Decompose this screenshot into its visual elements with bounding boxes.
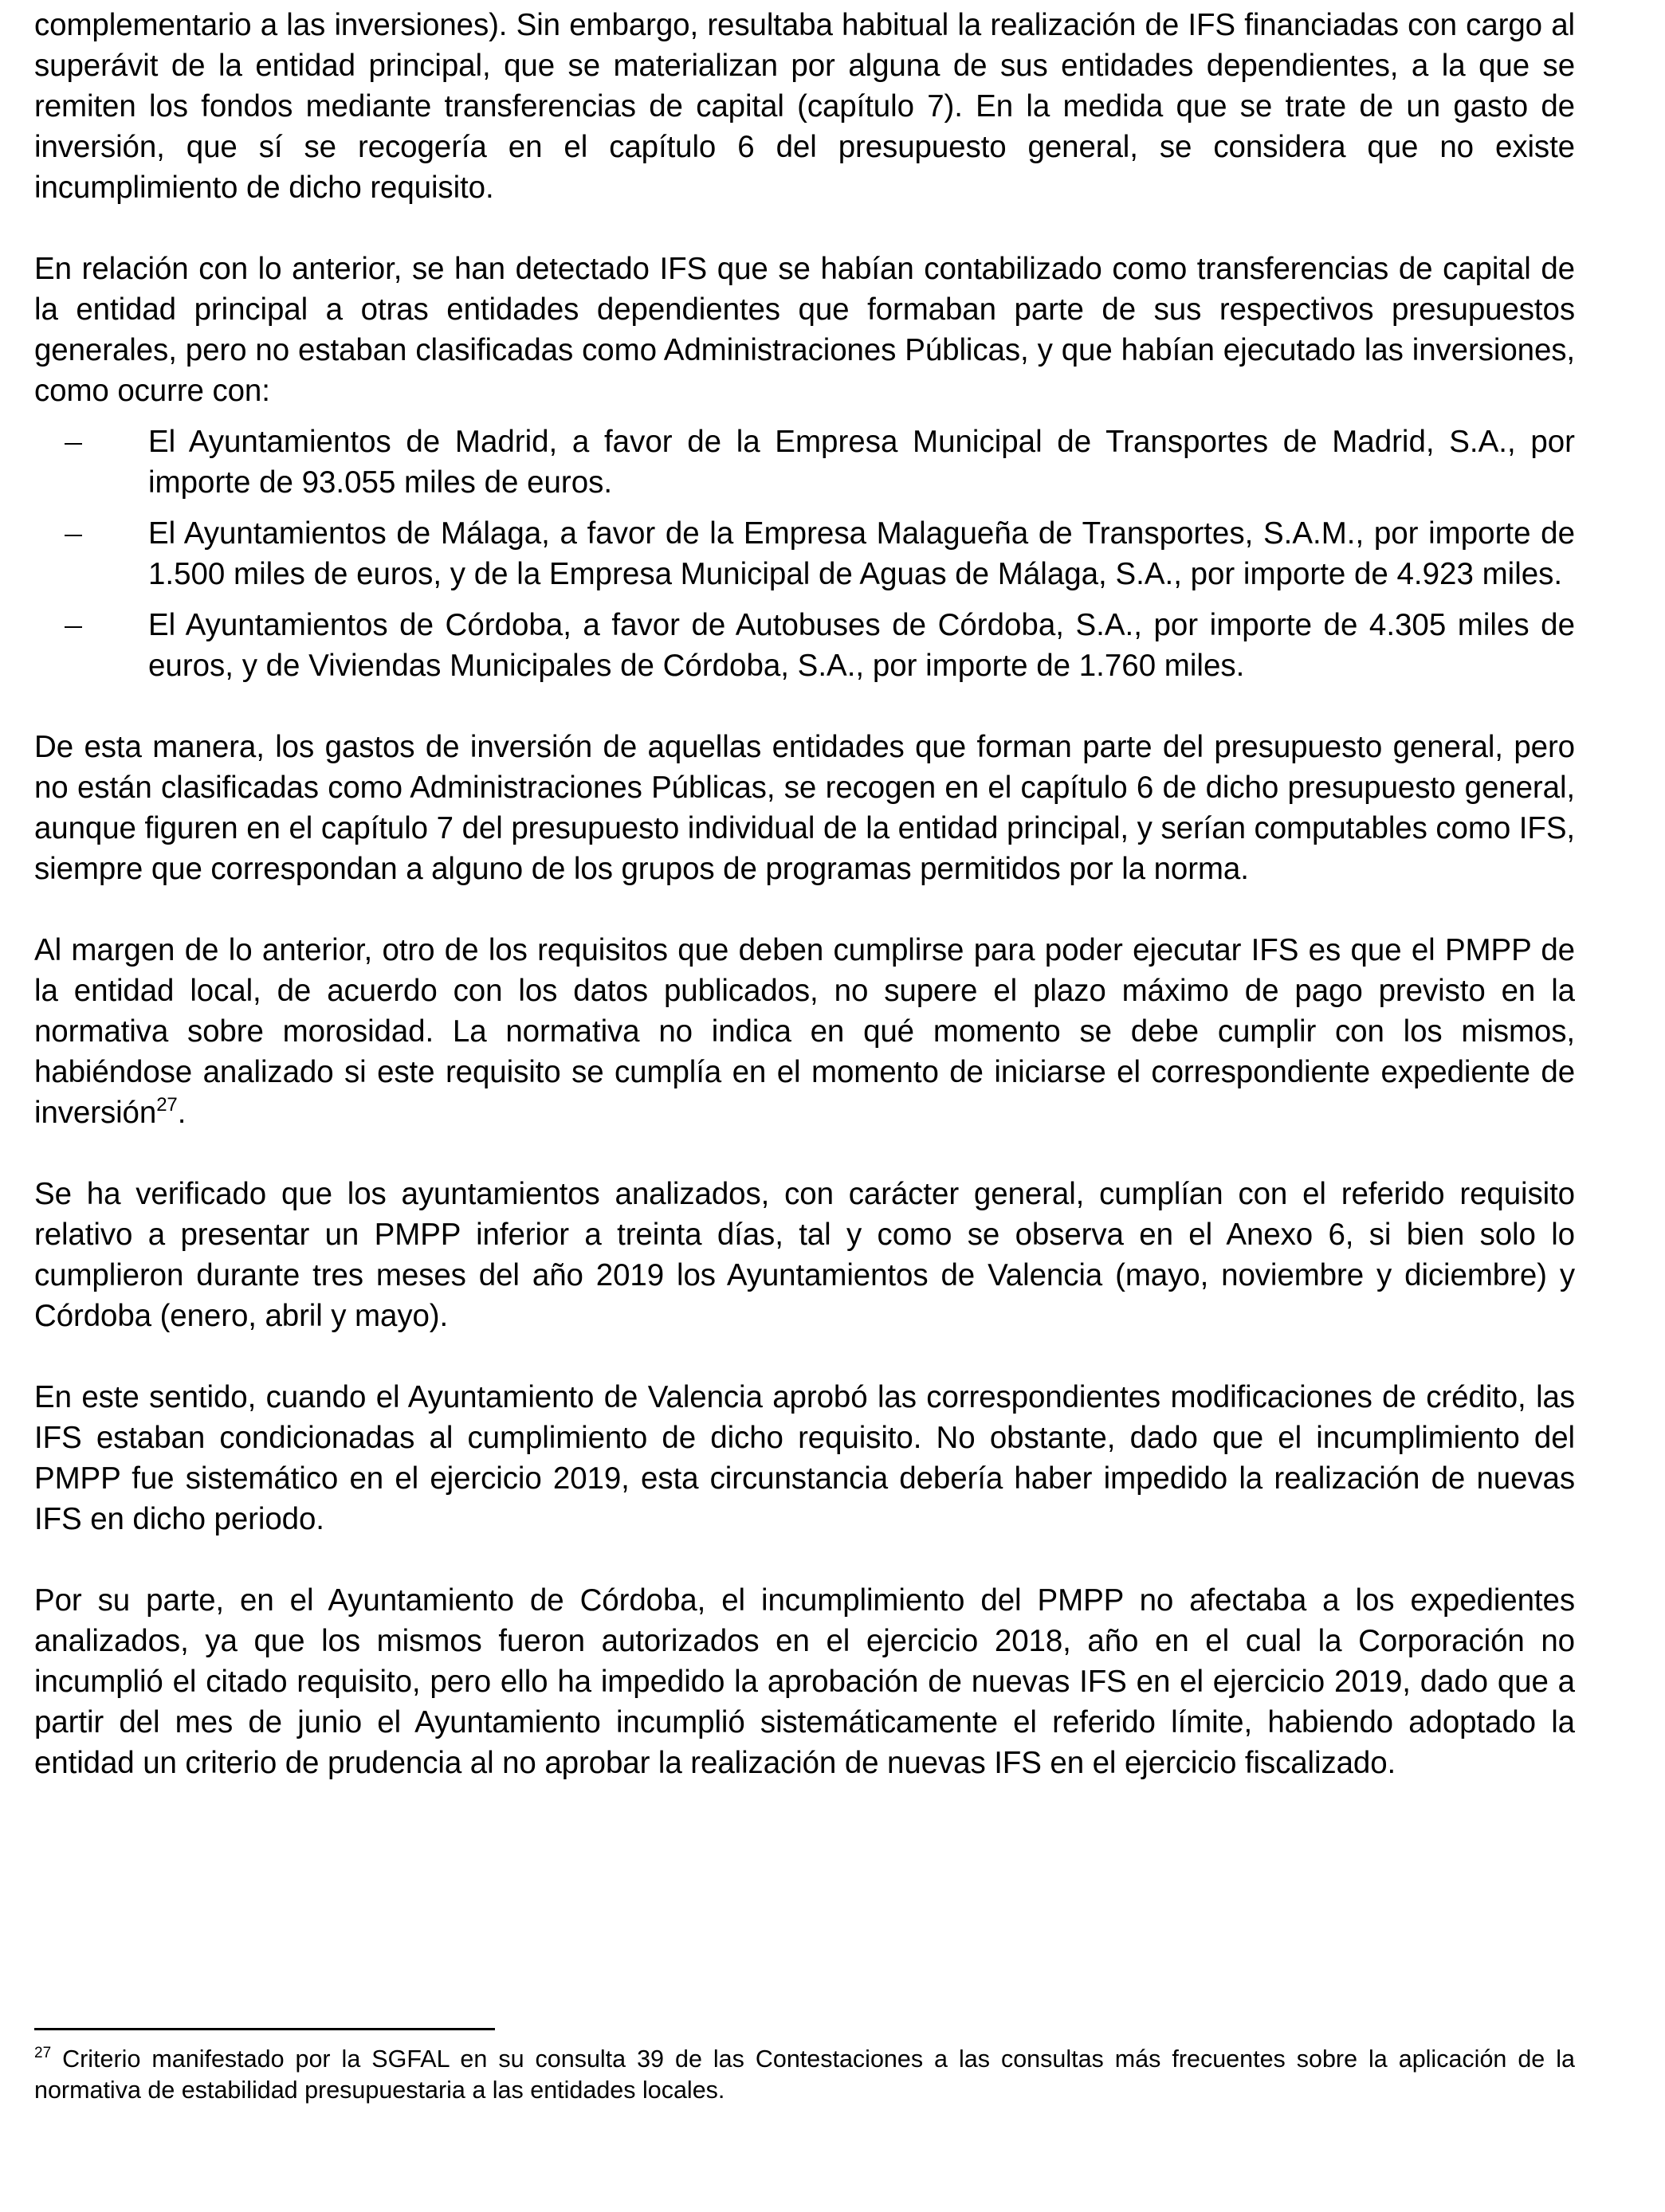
paragraph-transfers: En relación con lo anterior, se han detectado IFS que se habían contabilizado como transferencias de capital de la entidad principal a otras entidades dependientes que formaban parte de sus respectivos presupuestos generales, pero no estaban clasificadas como Administraciones Públicas, y que habían ejecutado las inversiones, como ocurre con:	[34, 252, 1575, 408]
footnote-separator	[34, 2028, 495, 2030]
paragraph-verification: Se ha verificado que los ayuntamientos analizados, con carácter general, cumplían con el referido requisito relativo a presentar un PMPP inferior a treinta días, tal y como se observa en el Anexo 6, si bien solo lo cumplieron durante tres meses del año 2019 los Ayuntamientos de Valencia (mayo, noviembre y diciembre) y Córdoba (enero, abril y mayo).	[34, 1177, 1575, 1333]
list-item-text: El Ayuntamientos de Madrid, a favor de la Empresa Municipal de Transportes de Madrid, S.A., por importe de 93.055 miles de euros.	[148, 425, 1575, 500]
entities-list	[34, 422, 1575, 686]
document-page	[34, 0, 1575, 1783]
paragraph-text: Al margen de lo anterior, otro de los requisitos que deben cumplirse para poder ejecutar IFS es que el PMPP de la entidad local, de acuerdo con los datos publicados, no supere el plazo máximo de pago previsto en la normativa sobre morosidad. La normativa no indica en qué momento se debe cumplir con los mismos, habiéndose analizado si este requisito se cumplía en el momento de iniciarse el correspondiente expediente de inversión	[34, 933, 1575, 1130]
list-item-cordoba	[34, 605, 1575, 686]
paragraph-cordoba: Por su parte, en el Ayuntamiento de Córdoba, el incumplimiento del PMPP no afectaba a los expedientes analizados, ya que los mismos fueron autorizados en el ejercicio 2018, año en el cual la Corporación no incumplió el citado requisito, pero ello ha impedido la aprobación de nuevas IFS en el ejercicio 2019, dado que a partir del mes de junio el Ayuntamiento incumplió sistemáticamente el referido límite, habiendo adoptado la entidad un criterio de prudencia al no aprobar la realización de nuevas IFS en el ejercicio fiscalizado.	[34, 1583, 1575, 1780]
paragraph-tail: .	[177, 1096, 187, 1130]
footnote-reference[interactable]: 27	[156, 1094, 178, 1116]
paragraph-pmpp-requirement	[34, 930, 1575, 1133]
footnote-text: Criterio manifestado por la SGFAL en su consulta 39 de las Contestaciones a las consultas más frecuentes sobre la aplicación de la normativa de estabilidad presupuestaria a las entidades locales.	[34, 2045, 1575, 2104]
list-item-malaga	[34, 513, 1575, 594]
list-item-madrid	[34, 422, 1575, 503]
list-item-text: El Ayuntamientos de Córdoba, a favor de Autobuses de Córdoba, S.A., por importe de 4.305 miles de euros, y de Viviendas Municipales de Córdoba, S.A., por importe de 1.760 miles.	[148, 608, 1575, 683]
paragraph-investment-expenses: De esta manera, los gastos de inversión de aquellas entidades que forman parte del presupuesto general, pero no están clasificadas como Administraciones Públicas, se recogen en el capítulo 6 de dicho presupuesto general, aunque figuren en el capítulo 7 del presupuesto individual de la entidad principal, y serían computables como IFS, siempre que correspondan a alguno de los grupos de programas permitidos por la norma.	[34, 730, 1575, 886]
footnote-27	[34, 2044, 1575, 2106]
paragraph-valencia: En este sentido, cuando el Ayuntamiento de Valencia aprobó las correspondientes modificaciones de crédito, las IFS estaban condicionadas al cumplimiento de dicho requisito. No obstante, dado que el incumplimiento del PMPP fue sistemático en el ejercicio 2019, esta circunstancia debería haber impedido la realización de nuevas IFS en dicho periodo.	[34, 1380, 1575, 1536]
list-item-text: El Ayuntamientos de Málaga, a favor de la Empresa Malagueña de Transportes, S.A.M., por importe de 1.500 miles de euros, y de la Empresa Municipal de Aguas de Málaga, S.A., por importe de 4.923 miles.	[148, 516, 1575, 591]
footnote-number: 27	[34, 2045, 52, 2061]
paragraph-intro-continuation: complementario a las inversiones). Sin embargo, resultaba habitual la realización de IFS financiadas con cargo al superávit de la entidad principal, que se materializan por alguna de sus entidades dependientes, a la que se remiten los fondos mediante transferencias de capital (capítulo 7). En la medida que se trate de un gasto de inversión, que sí se recogería en el capítulo 6 del presupuesto general, se considera que no existe incumplimiento de dicho requisito.	[34, 8, 1575, 205]
